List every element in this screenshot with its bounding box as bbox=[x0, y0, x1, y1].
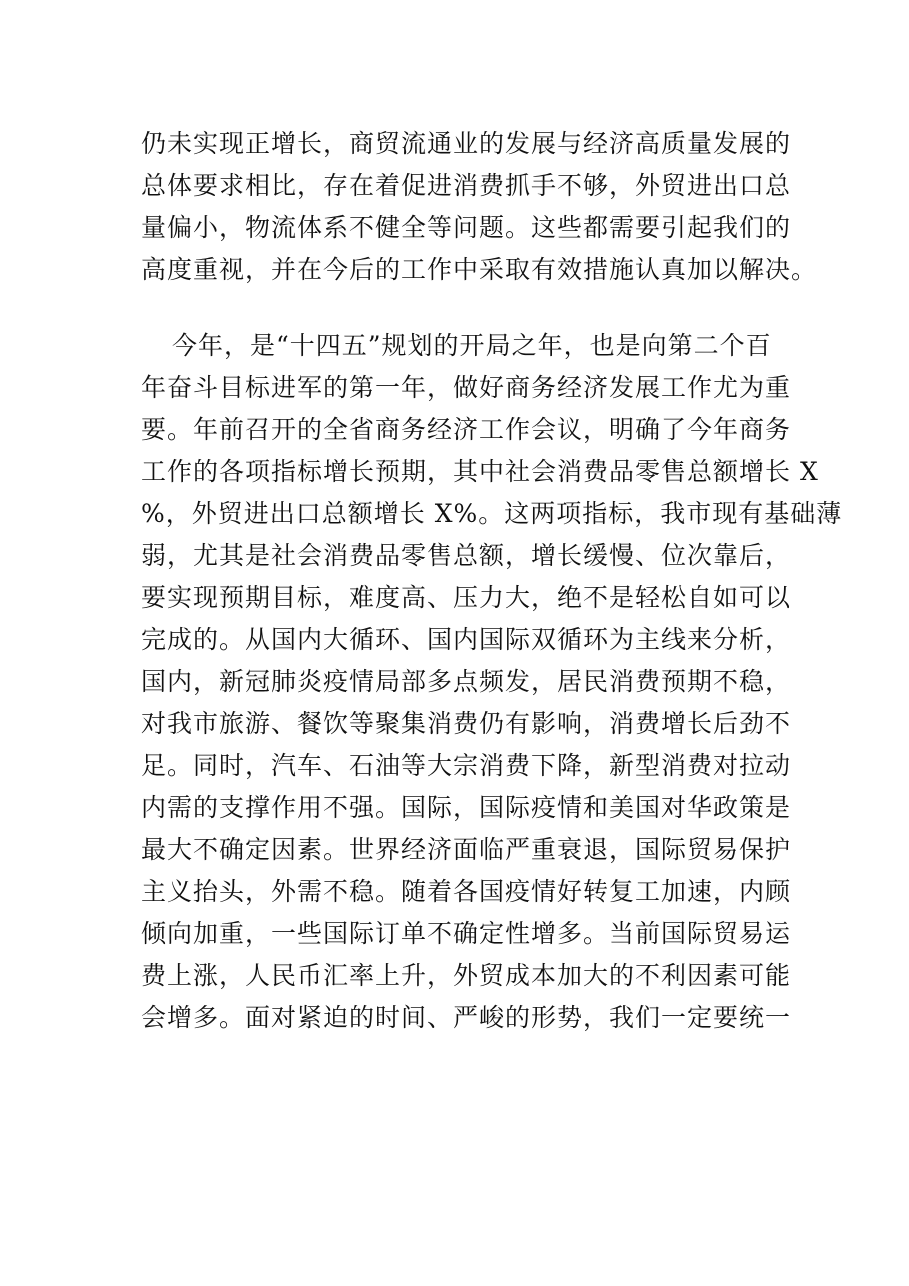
text-line: 量偏小，物流体系不健全等问题。这些都需要引起我们的 bbox=[141, 213, 792, 242]
text-line: 仍未实现正增长，商贸流通业的发展与经济高质量发展的 bbox=[141, 129, 792, 158]
text-line: 足。同时，汽车、石油等大宗消费下降，新型消费对拉动 bbox=[141, 751, 792, 780]
text-line: 年奋斗目标进军的第一年，做好商务经济发展工作尤为重 bbox=[141, 373, 792, 402]
text-line: 今年，是“十四五”规划的开局之年，也是向第二个百 bbox=[172, 331, 772, 360]
text-line: 倾向加重，一些国际订单不确定性增多。当前国际贸易运 bbox=[141, 919, 792, 948]
text-line: 工作的各项指标增长预期，其中社会消费品零售总额增长 X bbox=[141, 457, 819, 486]
text-line: 主义抬头，外需不稳。随着各国疫情好转复工加速，内顾 bbox=[141, 877, 792, 906]
text-line: 高度重视，并在今后的工作中采取有效措施认真加以解决。 bbox=[141, 255, 818, 284]
text-line: 最大不确定因素。世界经济面临严重衰退，国际贸易保护 bbox=[141, 835, 792, 864]
text-line: 对我市旅游、餐饮等聚集消费仍有影响，消费增长后劲不 bbox=[141, 709, 792, 738]
text-line: 内需的支撑作用不强。国际，国际疫情和美国对华政策是 bbox=[141, 793, 792, 822]
text-line: 国内，新冠肺炎疫情局部多点频发，居民消费预期不稳， bbox=[141, 667, 792, 696]
text-line: %，外贸进出口总额增长 X%。这两项指标，我市现有基础薄 bbox=[141, 499, 843, 528]
text-line: 要。年前召开的全省商务经济工作会议，明确了今年商务 bbox=[141, 415, 792, 444]
text-line: 弱，尤其是社会消费品零售总额，增长缓慢、位次靠后， bbox=[141, 541, 792, 570]
text-line: 完成的。从国内大循环、国内国际双循环为主线来分析， bbox=[141, 625, 792, 654]
text-line: 总体要求相比，存在着促进消费抓手不够，外贸进出口总 bbox=[141, 171, 792, 200]
text-line: 要实现预期目标，难度高、压力大，绝不是轻松自如可以 bbox=[141, 583, 792, 612]
text-line: 费上涨，人民币汇率上升，外贸成本加大的不利因素可能 bbox=[141, 961, 792, 990]
text-line: 会增多。面对紧迫的时间、严峻的形势，我们一定要统一 bbox=[141, 1003, 792, 1032]
